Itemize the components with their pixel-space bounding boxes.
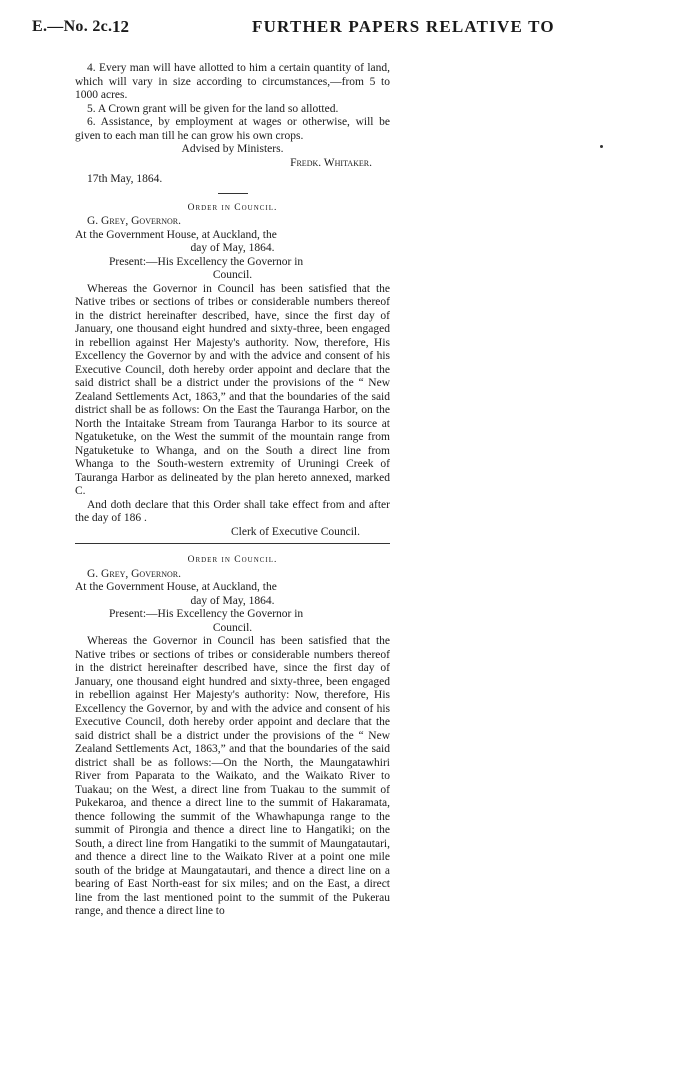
council-line-2: Council. (212, 621, 253, 634)
separator-rule-long (75, 543, 390, 544)
speck-mark (600, 145, 603, 148)
document-reference: E.—No. 2c. (32, 18, 113, 35)
present-line-2: Present:—His Excellency the Governor in (109, 608, 304, 620)
advised-line: Advised by Ministers. (181, 143, 284, 155)
order-caption-2: Order in Council. (187, 555, 278, 565)
day-line-2: day of May, 1864. (190, 594, 275, 607)
effect-line-1: And doth declare that this Order shall take effect from and after the day of 186 . (75, 498, 390, 524)
governor-line-1: G. Grey, Governor. (87, 215, 181, 227)
date-line: 17th May, 1864. (87, 173, 163, 185)
signatory: Fredk. Whitaker. (290, 156, 372, 169)
governor-line-2: G. Grey, Governor. (87, 567, 181, 580)
order-body-2: Whereas the Governor in Council has been satisfied that the Native tribes or sections of tribes or considerable numbers thereof in the district hereinafter described have, since the first day of January, one thousand eight hundred and sixty-three, been engaged in rebellion against Her Majesty's authority: Now, therefore, His Excellency the Governor, by and with the advice and consent of his Executive Council, doth hereby order appoint and declare that the said district shall be a district under the provisions of the “ New Zealand Settlements Act, 1863,” and that the boundaries of the said district shall be as follows:—On the North, the Maungatawhiri River from Paparata to the Waikato, and the Waikato River to Tuakau; on the West, a direct line from Tuakau to the summit of Pukekaroa, and thence a direct line to the summit of Hakaramata, thence following the summit of the Whawhapunga range to the summit of Pirongia and thence a direct line to Hangatiki; on the South, a direct line from Hangatiki to the summit of Maungatautari, and thence a direct line to the Waikato River at a point one mile south of the bridge at Maungatautari, and thence a direct line on a bearing of East North-east for six miles; and on the East, a direct line from the last mentioned point to the summit of the Pukerau range, and thence a direct line to (75, 635, 390, 917)
order-caption-1: Order in Council. (187, 202, 278, 213)
council-line-1: Council. (212, 269, 253, 281)
separator-rule (218, 193, 248, 194)
day-line-1: day of May, 1864. (190, 242, 275, 254)
page-number: 12 (112, 17, 129, 36)
place-line-1: At the Government House, at Auckland, the (75, 228, 277, 241)
place-line-2: At the Government House, at Auckland, the (75, 581, 277, 593)
present-line-1: Present:—His Excellency the Governor in (109, 255, 304, 268)
paragraph-item-4: 4. Every man will have allotted to him a certain quantity of land, which will vary in size according to circumstances,—from 5 to 1000 acres. (75, 62, 390, 101)
paragraph-item-5: 5. A Crown grant will be given for the land so allotted. (87, 102, 339, 115)
clerk-line-1: Clerk of Executive Council. (230, 525, 360, 538)
page-header (0, 0, 700, 40)
paragraph-item-6: 6. Assistance, by employment at wages or otherwise, will be given to each man till he can grow his own crops. (75, 116, 390, 142)
order-body-1: Whereas the Governor in Council has been satisfied that the Native tribes or sections of tribes or considerable numbers thereof in the district hereinafter described, have, since the first day of January, one thousand eight hundred and sixty-three, been engaged in rebellion against Her Majesty's authority. Now, therefore, His Excellency the Governor by and with the advice and consent of his Executive Council, doth hereby order appoint and declare that the said district shall be a district under the provisions of the “ New Zealand Settlements Act, 1863,” and that the boundaries of the said district shall be as follows: On the East the Tauranga Harbor, on the North the Intaitake Stream from Tauranga Harbor to its source at Ngatuketuke, on the West the summit of the mountain range from Ngatuketuke to Whanga, and on the South a direct line from Whanga to the South-western extremity of Uruningi Creek of Tauranga Harbor as delineated by the plan hereto annexed, marked C. (75, 282, 390, 497)
running-title: FURTHER PAPERS RELATIVE TO (252, 17, 555, 36)
text-column (75, 62, 390, 919)
